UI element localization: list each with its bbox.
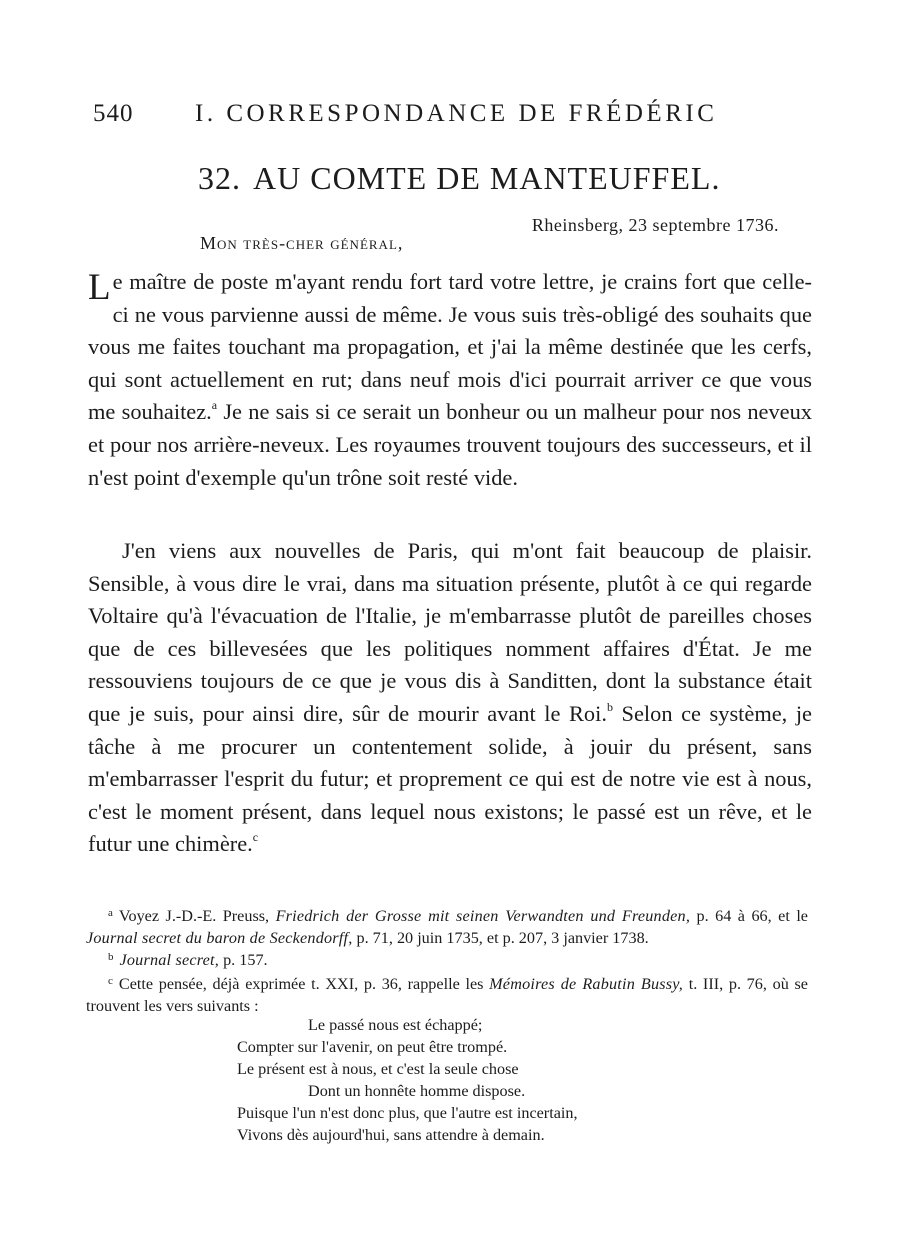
footnote-ref-c: c bbox=[252, 830, 259, 845]
footnote-b-text: p. 157. bbox=[219, 951, 268, 969]
footnote-c-text: t. III, p. 76, où se trouvent les vers suivants : bbox=[86, 975, 808, 1015]
salutation: Mon très-cher général, bbox=[200, 233, 404, 253]
page-number: 540 bbox=[93, 100, 134, 127]
footnote-a-text: Voyez J.-D.-E. Preuss, bbox=[118, 907, 276, 925]
footnote-ref-a: a bbox=[211, 398, 218, 413]
verse-line: Vivons dès aujourd'hui, sans attendre à demain. bbox=[237, 1126, 545, 1144]
paragraph-1 bbox=[88, 266, 812, 494]
verse-line: Le passé nous est échappé; bbox=[308, 1016, 483, 1034]
footnote-a-text: p. 71, 20 juin 1735, et p. 207, 3 janvier 1738. bbox=[352, 929, 649, 947]
footnote-c bbox=[86, 970, 808, 1017]
verse-quotation bbox=[237, 1014, 578, 1146]
verse-line: Compter sur l'avenir, on peut être trompé. bbox=[237, 1038, 508, 1056]
running-head: I. CORRESPONDANCE DE FRÉDÉRIC bbox=[195, 100, 718, 127]
footnote-ref-b: b bbox=[606, 699, 613, 714]
footnote-c-title: Mémoires de Rabutin Bussy, bbox=[489, 975, 683, 993]
footnote-a bbox=[86, 902, 808, 949]
paragraph-2-text-a: J'en viens aux nouvelles de Paris, qui m'ont fait beaucoup de plaisir. Sensible, à vous dire le vrai, dans ma situation présente, plutôt à ce qui regarde Voltaire qu'à l'évacuation de l'Italie, je m'embarrasse plutôt de pareilles choses que de ces billevesées que les politiques nomment affaires d'État. Je me ressouviens toujours de ce que je vous dis à Sanditten, dont la substance était que je suis, pour ainsi dire, sûr de mourir avant le Roi. bbox=[88, 538, 812, 726]
paragraph-2 bbox=[88, 535, 812, 861]
dateline: Rheinsberg, 23 septembre 1736. bbox=[531, 215, 779, 235]
footnote-b bbox=[86, 946, 808, 971]
letter-title bbox=[198, 160, 720, 197]
footnote-b-title: Journal secret, bbox=[119, 951, 220, 969]
letter-number: 32. bbox=[198, 160, 241, 196]
footnote-a-title-1: Friedrich der Grosse mit seinen Verwandten und Freunden, bbox=[275, 907, 691, 925]
verse-line: Puisque l'un n'est donc plus, que l'autre est incertain, bbox=[237, 1104, 578, 1122]
paragraph-1-text-a: e maître de poste m'ayant rendu fort tard votre lettre, je crains fort que celle-ci ne vous parvienne aussi de même. Je vous suis très-obligé des souhaits que vous me faites touchant ma propagation, et j'ai la même destinée que les cerfs, qui sont actuellement en rut; dans neuf mois d'ici pourrait arriver ce que vous me souhaitez. bbox=[88, 269, 812, 425]
footnote-c-text: Cette pensée, déjà exprimée t. XXI, p. 36, rappelle les bbox=[118, 975, 490, 993]
footnote-mark-a: a bbox=[108, 907, 113, 919]
verse-line: Le présent est à nous, et c'est la seule chose bbox=[237, 1060, 519, 1078]
drop-cap: L bbox=[88, 267, 111, 308]
letter-title-text: AU COMTE DE MANTEUFFEL. bbox=[253, 160, 721, 196]
footnote-a-text: p. 64 à 66, et le bbox=[690, 907, 808, 925]
verse-line: Dont un honnête homme dispose. bbox=[308, 1082, 526, 1100]
paragraph-2-text-b: Selon ce système, je tâche à me procurer un contentement solide, à jouir du présent, sans m'embarrasser l'esprit du futur; et proprement ce qui est de notre vie est à nous, c'est le moment présent, dans lequel nous existons; le passé est un rêve, et le futur une chimère. bbox=[88, 700, 812, 857]
footnote-a-title-2: Journal secret du baron de Seckendorff, bbox=[86, 929, 353, 947]
footnote-mark-c: c bbox=[108, 975, 113, 987]
paragraph-1-text-b: Je ne sais si ce serait un bonheur ou un malheur pour nos neveux et pour nos arrière-neveux. Les royaumes trouvent toujours des successeurs, et il n'est point d'exemple qu'un trône soit resté vide. bbox=[88, 399, 812, 490]
footnote-mark-b: b bbox=[108, 951, 114, 963]
